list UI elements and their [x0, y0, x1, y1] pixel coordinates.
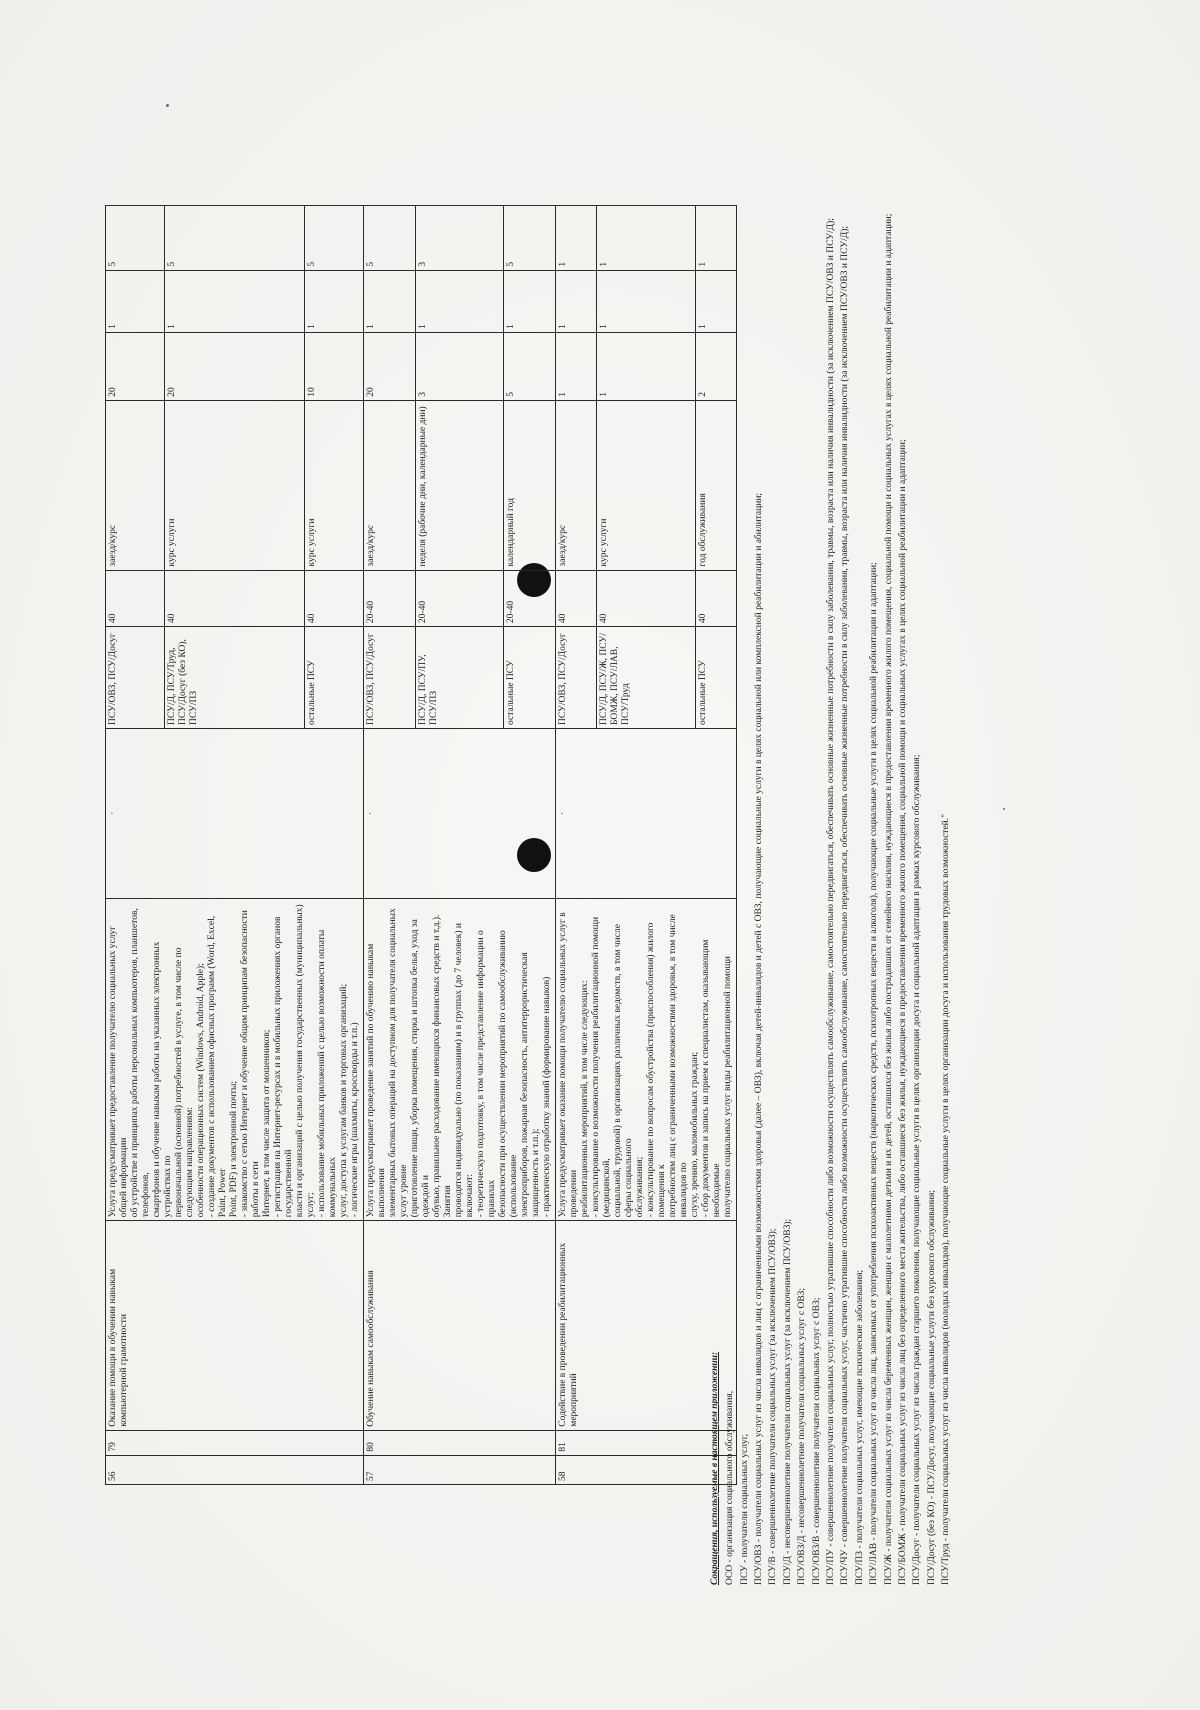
description-line: - консультирование о возможности получения реабилитационной помощи (медицинской, [591, 916, 612, 1218]
description-line: получателю социальных услуг виды реабилитационной помощи [723, 956, 733, 1218]
capacity-cell: 40 [106, 570, 165, 627]
abbreviation-line: ПСУ/ЛАВ - получатели социальных услуг из числа лиц, зависимых от употребления психоактивных веществ (наркотических средств, психотропных веществ и алкоголя), получающие социальные услуги в целях социальной реабилитации и адаптации; [869, 562, 880, 1585]
row-number-cell: 56 [106, 1455, 364, 1484]
quantity-cell: 20 [164, 332, 304, 400]
description-line: - теоретическую подготовку, в том числе представление информации о правилах [476, 930, 497, 1218]
recipient-category-cell: остальные ПСУ [503, 627, 555, 729]
description-line: потребностям лиц с ограниченными возможностями здоровья, в том числе инвалидов по [668, 914, 689, 1218]
scan-speck [166, 104, 169, 107]
description-line: электроприборов, пожарная безопасность, антитеррористическая защищенность и т.п.); [520, 952, 541, 1218]
table-row [106, 206, 165, 1485]
service-code-cell: 80 [364, 1430, 556, 1455]
abbreviation-line: ОСО - организация социального обслуживания, [725, 1390, 736, 1585]
abbreviation-line: ПСУ/Досуг (без КО) - ПСУ/Досуг, получающие социальные услуги без курсового обслуживания; [926, 1189, 937, 1585]
abbreviation-line: ПСУ/ОВЗ/В - совершеннолетние получатели социальных услуг с ОВЗ; [811, 1297, 822, 1585]
unit-cell: заезд/курс [364, 400, 416, 570]
unit-cell: неделя (рабочие дни, календарные дни) [416, 400, 504, 570]
quantity-cell: 10 [305, 332, 364, 400]
service-name-cell: Содействие в проведении реабилитационных мероприятий [556, 1221, 737, 1430]
recipient-category-cell: ПСУ/Д, ПСУ/Труд, ПСУ/Досуг (без КО), ПСУ/ПЗ [164, 627, 304, 729]
unit-cell: год обслуживания [695, 400, 736, 570]
rotated-document [60, 190, 1110, 1590]
description-line: обслуживания; [635, 1156, 645, 1218]
description-line: - создание документов с использованием офисных программ (Word, Excel, Paint, Power [207, 915, 228, 1218]
total-cell: 5 [503, 206, 555, 271]
total-cell: 3 [416, 206, 504, 271]
capacity-cell: 20-40 [364, 570, 416, 627]
description-line: - сбор документов и запись на прием к специалистам, оказывающим необходимые [701, 939, 722, 1218]
description-line: Услуга предусматривает предоставление получателю социальных услуг общей информации [108, 925, 129, 1218]
total-cell: 1 [695, 206, 736, 271]
description-line: - использование мобильных приложений с целью возможности оплаты коммунальных [317, 929, 338, 1218]
unit-cell: календарный год [503, 400, 555, 570]
unit-cell: курс услуги [305, 400, 364, 570]
description-line: власти и организаций с целью получения государственных (муниципальных) услуг; [295, 904, 316, 1218]
abbreviation-line: ПСУ/В - совершеннолетние получатели социальных услуг (за исключением ПСУ/ОВЗ); [768, 1228, 779, 1585]
description-line: Point, PDF) и электронной почты; [229, 1081, 239, 1218]
abbreviation-line: ПСУ/Д - несовершеннолетние получатели социальных услуг (за исключением ПСУ/ОВЗ); [782, 1218, 793, 1585]
unit-cell: заезд/курс [556, 400, 597, 570]
description-line: - логические игры (шахматы, кроссворды и т.п.) [350, 1022, 360, 1218]
recipient-category-cell: ПСУ/Д, ПСУ/ПУ, ПСУ/ПЗ [416, 627, 504, 729]
abbreviation-line: ПСУ/Ж - получатели социальных услуг из числа беременных женщин, женщин с малолетними детьми и их детей, оставшихся без жилья либо пострадавших от семейного насилия, нуждающиеся в предоставлении временного жилого помещения, социальной помощи и социальных услугах в целях социальной реабилитации и адаптации; [883, 213, 894, 1585]
recipient-category-cell: остальные ПСУ [305, 627, 364, 729]
description-line: первоначальной (основной) потребностей в услуге, в том числе по следующим направлениям: [174, 947, 195, 1218]
total-cell: 5 [164, 206, 304, 271]
marker-cell: · [364, 728, 556, 898]
service-description-cell [106, 898, 364, 1221]
description-line: слуху, зрению, маломобильных граждан; [690, 1051, 700, 1218]
multiplier-cell: 1 [597, 270, 695, 332]
capacity-cell: 40 [164, 570, 304, 627]
multiplier-cell: 1 [695, 270, 736, 332]
row-number-cell: 58 [556, 1455, 737, 1484]
description-line: проводятся индивидуально (по показаниям) и в группах (до 7 человек) и включают: [454, 923, 475, 1218]
multiplier-cell: 1 [556, 270, 597, 332]
abbreviation-line: ПСУ/ЧУ - совершеннолетние получатели социальных услуг, частично утратившие способности либо возможности осуществлять самообслуживание, самостоятельно передвигаться, обеспечивать основные жизненные потребности в силу заболевания, травмы, возраста или наличия инвалидности (за исключением ПСУ/ОВЗ и ПСУ/Д); [840, 225, 851, 1585]
quantity-cell: 20 [106, 332, 165, 400]
description-line: об устройстве и принципах работы персональных компьютеров, планшетов, телефонов, [130, 908, 151, 1218]
quantity-cell: 1 [556, 332, 597, 400]
service-name-cell: Оказание помощи в обучении навыкам компьютерной грамотности [106, 1221, 364, 1430]
services-table-body [106, 206, 737, 1485]
description-line: (приготовление пищи, уборка помещения, стирка и штопка белья, уход за одеждой и [410, 919, 431, 1218]
multiplier-cell: 1 [364, 270, 416, 332]
total-cell: 1 [597, 206, 695, 271]
abbreviations-header: Сокращения, используемые в настоящем приложении: [710, 1351, 720, 1585]
capacity-cell: 40 [695, 570, 736, 627]
capacity-cell: 20-40 [503, 570, 555, 627]
multiplier-cell: 1 [305, 270, 364, 332]
marker-cell: · [556, 728, 737, 898]
total-cell: 1 [556, 206, 597, 271]
description-line: Услуга предусматривает оказание помощи получателю социальных услуг в проведении [558, 912, 579, 1218]
multiplier-cell: 1 [164, 270, 304, 332]
description-line: услуг, доступа к услугам банков и торговых организаций; [339, 983, 349, 1218]
abbreviations-list [725, 195, 952, 1585]
abbreviation-line: ПСУ/ПЗ - получатели социальных услуг, имеющие психические заболевания; [854, 1269, 865, 1585]
description-line: - знакомство с сетью Интернет и обучение общим принципам безопасности работы в сети [240, 910, 261, 1218]
recipient-category-cell: ПСУ/ОВЗ, ПСУ/Досуг [556, 627, 597, 729]
service-name-cell: Обучение навыкам самообслуживания [364, 1221, 556, 1430]
abbreviation-line: ПСУ/ОВЗ - получатели социальных услуг из числа инвалидов и лиц с ограниченными возможностями здоровья (далее – ОВЗ), включая детей-инвалидов и детей с ОВЗ, получающие социальные услуги в целях социальной или комплексной реабилитации и абилитации; [753, 492, 764, 1585]
total-cell: 5 [364, 206, 416, 271]
table-row [364, 206, 416, 1485]
unit-cell: заезд/курс [106, 400, 165, 570]
service-description-cell [364, 898, 556, 1221]
services-table [105, 205, 737, 1485]
capacity-cell: 40 [556, 570, 597, 627]
description-line: элементарных бытовых операций на доступном для получателя социальных услуг уровне [388, 908, 409, 1218]
recipient-category-cell: ПСУ/ОВЗ, ПСУ/Досуг [364, 627, 416, 729]
service-code-cell: 81 [556, 1430, 737, 1455]
description-line: смартфонов и обучение навыкам работы на указанных электронных устройствах по [152, 941, 173, 1218]
abbreviation-line: ПСУ - получатели социальных услуг, [739, 1434, 750, 1585]
marker-cell: · [106, 728, 364, 898]
quantity-cell: 3 [416, 332, 504, 400]
recipient-category-cell: остальные ПСУ [695, 627, 736, 729]
abbreviation-line: ПСУ/БОМЖ - получатели социальных услуг из числа лиц без определенного места жительства, либо оставшиеся без жилья, нуждающиеся в предоставлении временного жилого помещения, социальной помощи и социальных услугах в целях социальной реабилитации и адаптации; [897, 439, 908, 1585]
abbreviation-line: ПСУ/Труд - получатели социальных услуг из числа инвалидов (молодых инвалидов), получающие социальные услуги в целях организации досуга и использования трудовых возможностей." [941, 813, 952, 1585]
capacity-cell: 40 [305, 570, 364, 627]
total-cell: 5 [106, 206, 165, 271]
quantity-cell: 1 [597, 332, 695, 400]
capacity-cell: 20-40 [416, 570, 504, 627]
description-line: обувью, правильное расходование имеющихся финансовых средств и т.д.). Занятия [432, 914, 453, 1218]
multiplier-cell: 1 [503, 270, 555, 332]
capacity-cell: 40 [597, 570, 695, 627]
service-code-cell: 79 [106, 1430, 364, 1455]
recipient-category-cell: ПСУ/Д, ПСУ/Ж, ПСУ/БОМЖ, ПСУ/ЛАВ, ПСУ/Труд [597, 627, 695, 729]
description-line: реабилитационных мероприятий, в том числе следующих: [580, 980, 590, 1218]
description-line: - консультирование по вопросам обустройства (приспособления) жилого помещения к [646, 922, 667, 1218]
description-line: социальной, трудовой) в организациях различных ведомств, в том числе сферы социального [613, 924, 634, 1218]
multiplier-cell: 1 [416, 270, 504, 332]
total-cell: 5 [305, 206, 364, 271]
description-line: - регистрация на Интернет-ресурсах и в мобильных приложениях органов государственной [273, 916, 294, 1218]
description-line: Услуга предусматривает проведение занятий по обучению навыкам выполнения [366, 943, 387, 1218]
description-line: Интернет, в том числе защита от мошенников; [262, 1029, 272, 1218]
description-line: особенности операционных систем (Windows, Android, Apple); [196, 963, 206, 1218]
abbreviation-line: ПСУ/ПУ - совершеннолетние получатели социальных услуг, полностью утратившие способности либо возможности осуществлять самообслуживание, самостоятельно передвигаться, обеспечивать основные жизненные потребности в силу заболевания, травмы, возраста или наличия инвалидности (за исключением ПСУ/ОВЗ и ПСУ/Д); [825, 218, 836, 1585]
description-line: - практическую отработку знаний (формирование навыков) [542, 976, 552, 1218]
abbreviation-line: ПСУ/ОВЗ/Д - несовершеннолетние получатели социальных услуг с ОВЗ; [797, 1287, 808, 1585]
quantity-cell: 2 [695, 332, 736, 400]
quantity-cell: 5 [503, 332, 555, 400]
quantity-cell: 20 [364, 332, 416, 400]
unit-cell: курс услуги [597, 400, 695, 570]
table-row [556, 206, 597, 1485]
row-number-cell: 57 [364, 1455, 556, 1484]
abbreviations-section [710, 195, 955, 1585]
unit-cell: курс услуги [164, 400, 304, 570]
multiplier-cell: 1 [106, 270, 165, 332]
abbreviation-line: ПСУ/Досуг - получатели социальных услуг из числа граждан старшего поколения, получающие социальные услуги в целях организации досуга и социальной адаптации в рамках курсового обслуживания; [912, 754, 923, 1585]
recipient-category-cell: ПСУ/ОВЗ, ПСУ/Досуг [106, 627, 165, 729]
description-line: безопасности при осуществлении мероприятий по самообслуживанию (использование [498, 930, 519, 1218]
